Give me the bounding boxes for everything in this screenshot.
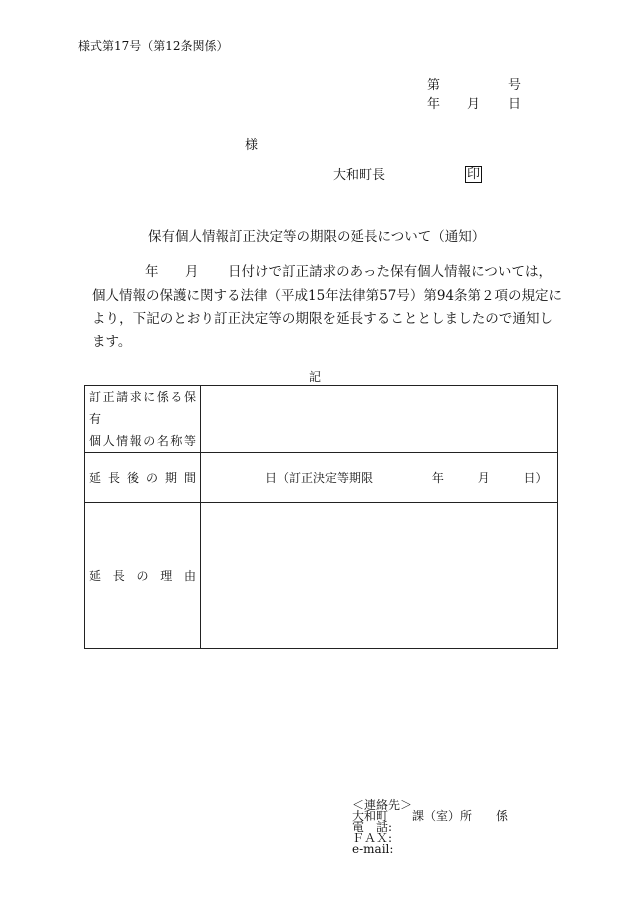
period-value-cell[interactable] [201, 453, 558, 503]
contact-heading: ＜連絡先＞ [352, 798, 413, 812]
body-month: 月 [185, 264, 199, 280]
period-year: 年 [431, 471, 444, 485]
row-label-name [85, 386, 201, 453]
period-day: 日（訂正決定等期限 [265, 471, 374, 485]
contact-block [352, 800, 508, 855]
ki-heading: 記 [309, 370, 322, 384]
row-label-period: 延長後の期間 [89, 470, 196, 485]
table-row-name [85, 386, 558, 453]
name-value-cell[interactable] [201, 386, 558, 453]
body-line3: より，下記のとおり訂正決定等の期限を延長することとしましたので通知し [92, 311, 553, 327]
body-line1: 日付けで訂正請求のあった保有個人情報については， [228, 264, 552, 280]
contact-department: 大和町 課（室）所 係 [352, 809, 509, 823]
addressee-suffix: 様 [245, 138, 259, 153]
doc-number-go: 号 [508, 78, 522, 93]
reason-value-cell[interactable] [201, 503, 558, 649]
doc-number-dai: 第 [427, 78, 441, 93]
row-label-reason: 延長の理由 [89, 568, 196, 583]
details-table [84, 385, 558, 649]
body-year: 年 [145, 264, 159, 280]
seal-mark: 印 [467, 167, 481, 182]
body-line2: 個人情報の保護に関する法律（平成15年法律第57号）第94条第２項の規定に [92, 288, 563, 304]
label-line: 訂正請求に係る保有 [89, 390, 196, 426]
contact-email: e-mail: [352, 842, 394, 856]
table-row-reason [85, 503, 558, 649]
period-month: 月 [477, 471, 490, 485]
period-end: 日） [523, 471, 548, 485]
date-year: 年 [427, 97, 441, 112]
form-number: 様式第17号（第12条関係） [78, 39, 229, 53]
table-row-period [85, 453, 558, 503]
body-line4: ます。 [92, 334, 132, 350]
date-day: 日 [508, 97, 522, 112]
date-month: 月 [467, 97, 481, 112]
contact-fax: ＦＡＸ: [352, 831, 393, 845]
sender: 大和町長 [333, 168, 386, 183]
label-line: 個人情報の名称等 [89, 434, 196, 448]
document-title: 保有個人情報訂正決定等の期限の延長について（通知） [148, 229, 486, 245]
contact-phone: 電 話: [352, 820, 393, 834]
